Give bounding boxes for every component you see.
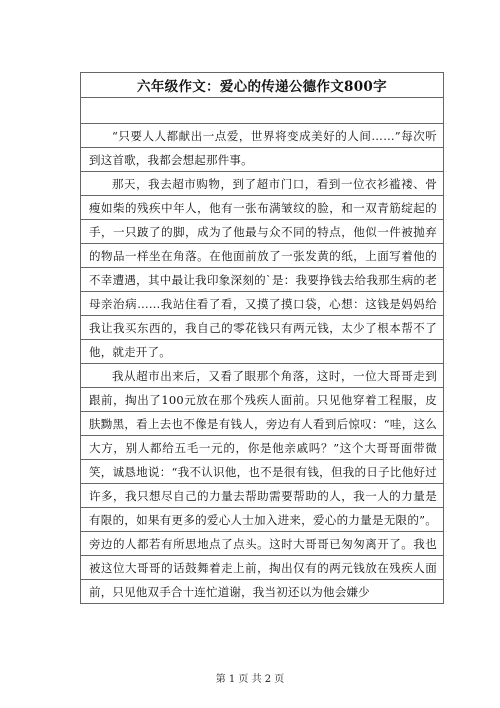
page-indicator: 第 1 页 共 2 页 bbox=[215, 674, 285, 685]
paragraph-1: “只要人人都献出一点爱，世界将变成美好的人间……”每次听到这首歌，我都会想起那件事。 bbox=[81, 124, 443, 172]
essay-title: 六年级作文：爱心的传递公德作文800字 bbox=[81, 73, 443, 98]
essay-sheet bbox=[80, 72, 444, 604]
paragraph-2: 那天，我去超市购物，到了超市门口，看到一位衣衫褴褛、骨瘦如柴的残疾中年人，他有一张布满皱纹的脸，和一双青筋绽起的手，一只跛了的脚，成为了他最与众不同的特点，他似一件被抛弃的物品一样坐在角落。在他面前放了一张发黄的纸，上面写着他的不幸遭遇，其中最让我印象深刻的`是：我要挣钱去给我那生病的老母亲治病……我站住看了看，又摸了摸口袋，心想：这钱是妈妈给我让我买东西的，我自己的零花钱只有两元钱，太少了根本帮不了他，就走开了。 bbox=[81, 172, 443, 364]
blank-line bbox=[81, 98, 443, 124]
paragraph-3: 我从超市出来后，又看了眼那个角落，这时，一位大哥哥走到跟前，掏出了100元放在那个残疾人面前。只见他穿着工程服，皮肤黝黑，看上去也不像是有钱人，旁边有人看到后惊叹：“哇，这么大方，别人都给五毛一元的，你是他亲戚吗？”这个大哥哥面带微笑，诚恳地说：“我不认识他，也不是很有钱，但我的日子比他好过许多，我只想尽自己的力量去帮助需要帮助的人，我一人的力量是有限的，如果有更多的爱心人士加入进来，爱心的力量是无限的”。旁边的人都若有所思地点了点头。这时大哥哥已匆匆离开了。我也被这位大哥哥的话鼓舞着走上前，掏出仅有的两元钱放在残疾人面前，只见他双手合十连忙道谢，我当初还以为他会嫌少 bbox=[81, 364, 443, 604]
